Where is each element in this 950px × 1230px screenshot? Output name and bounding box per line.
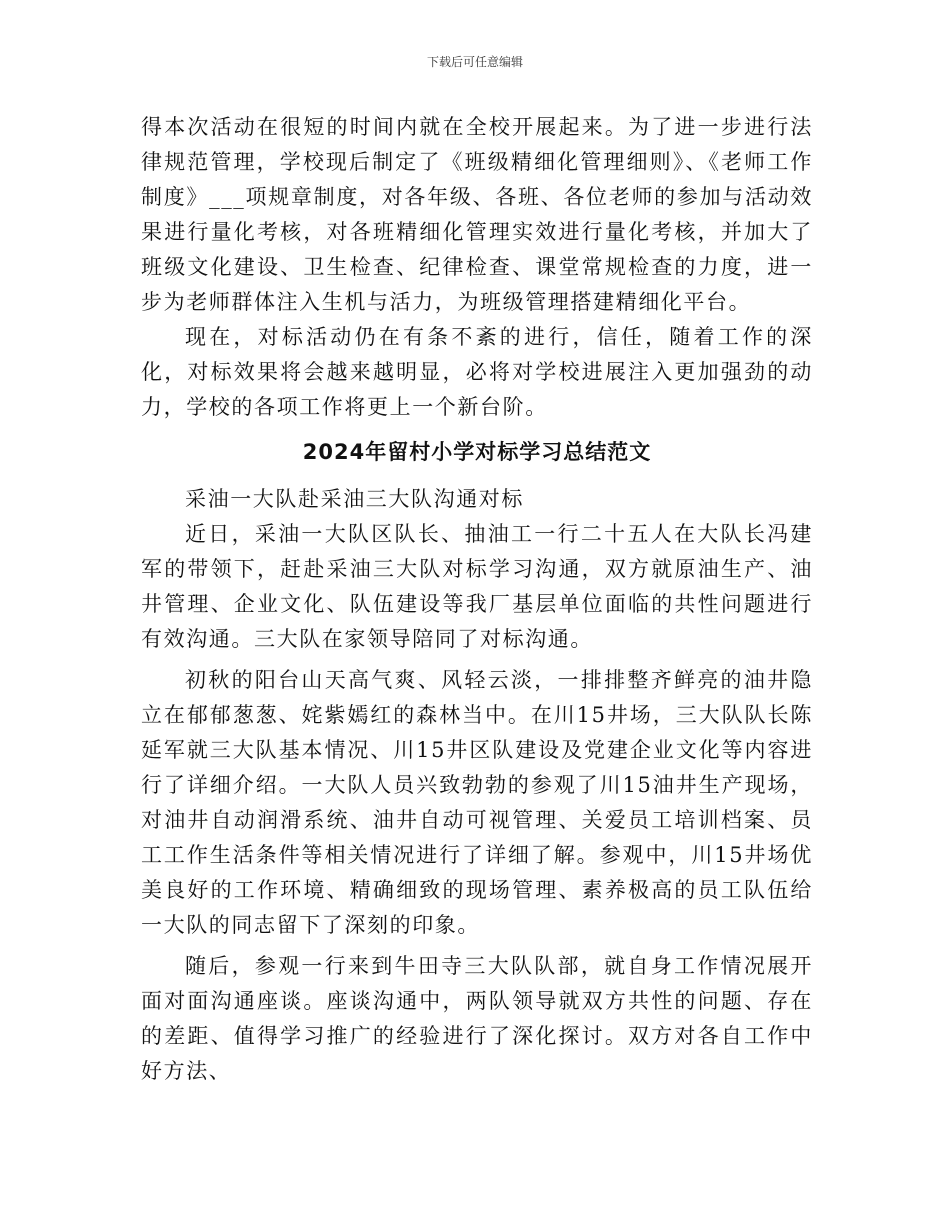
paragraph: 初秋的阳台山天高气爽、风轻云淡，一排排整齐鲜亮的油井隐立在郁郁葱葱、姹紫嫣红的森林当中。在川15井场，三大队队长陈延军就三大队基本情况、川15井区队建设及党建企业文化等内容进行了详细介绍。一大队人员兴致勃勃的参观了川15油井生产现场，对油井自动润滑系统、油井自动可视管理、关爱员工培训档案、员工工作生活条件等相关情况进行了详细了解。参观中，川15井场优美良好的工作环境、精确细致的现场管理、素养极高的员工队伍给一大队的同志留下了深刻的印象。 [141,668,813,937]
document-title: 2024年留村小学对标学习总结范文 [302,440,652,464]
paragraph: 现在，对标活动仍在有条不紊的进行，信任，随着工作的深化，对标效果将会越来越明显，必将对学校进展注入更加强劲的动力，学校的各项工作将更上一个新台阶。 [141,325,813,419]
page-header: 下载后可任意编辑 [426,55,523,69]
document-subtitle: 采油一大队赴采油三大队沟通对标 [185,487,524,511]
paragraph: 近日，采油一大队区队长、抽油工一行二十五人在大队长冯建军的带领下，赶赴采油三大队对标学习沟通，双方就原油生产、油井管理、企业文化、队伍建设等我厂基层单位面临的共性问题进行有效沟通。三大队在家领导陪同了对标沟通。 [141,522,813,651]
paragraph: 随后，参观一行来到牛田寺三大队队部，就自身工作情况展开面对面沟通座谈。座谈沟通中，两队领导就双方共性的问题、存在的差距、值得学习推广的经验进行了深化探讨。双方对各自工作中好方法、 [141,954,813,1083]
document-body [141,110,813,1089]
paragraph-continuation: 得本次活动在很短的时间内就在全校开展起来。为了进一步进行法律规范管理，学校现后制定了《班级精细化管理细则》、《老师工作制度》___项规章制度，对各年级、各班、各位老师的参加与活动效果进行量化考核，对各班精细化管理实效进行量化考核，并加大了班级文化建设、卫生检查、纪律检查、课堂常规检查的力度，进一步为老师群体注入生机与活力，为班级管理搭建精细化平台。 [141,115,813,314]
